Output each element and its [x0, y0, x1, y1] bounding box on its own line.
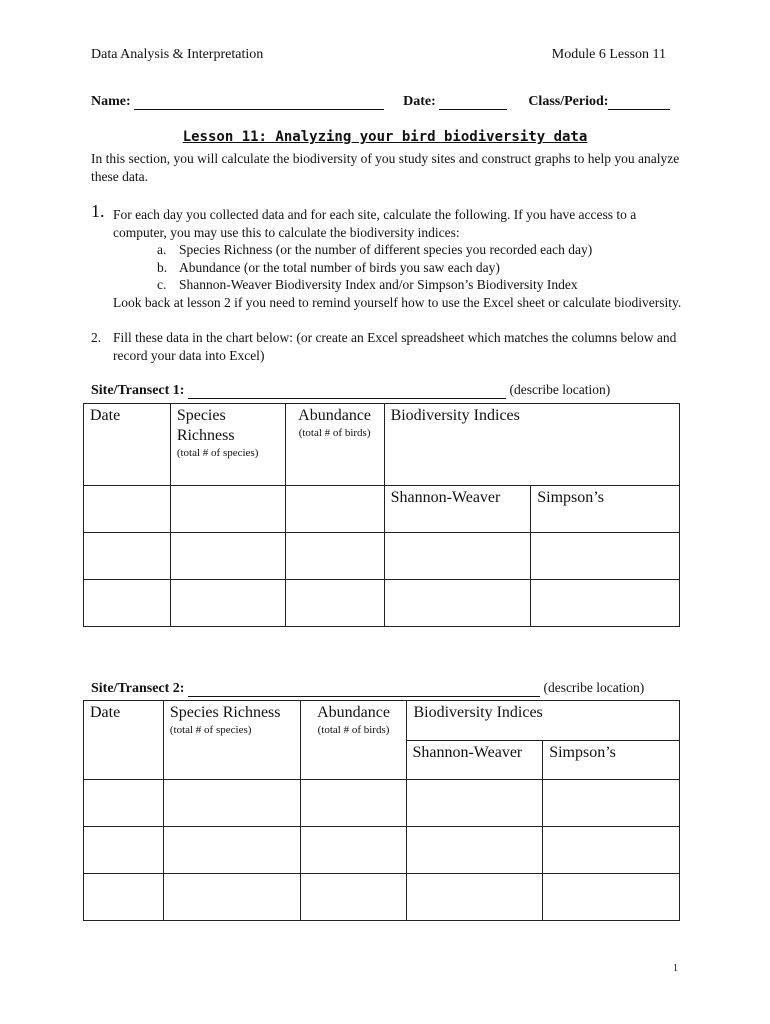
page-number: 1	[673, 963, 678, 974]
table-cell[interactable]	[384, 533, 531, 580]
table-cell[interactable]	[163, 874, 300, 921]
site-1-heading	[91, 382, 610, 399]
name-blank[interactable]	[134, 95, 384, 110]
table-cell[interactable]	[531, 533, 680, 580]
table-cell[interactable]	[84, 580, 171, 627]
header-date: Date	[84, 701, 164, 780]
table-row	[84, 533, 680, 580]
list-item: a. Species Richness (or the number of different species you recorded each day)	[157, 242, 593, 257]
header-module-label: Module 6 Lesson 11	[551, 47, 666, 62]
site-2-label: Site/Transect 2:	[91, 681, 185, 696]
table-cell[interactable]	[84, 780, 164, 827]
header-shannon-weaver: Shannon-Weaver	[384, 486, 531, 533]
table-cell[interactable]	[543, 780, 680, 827]
table-header-row	[84, 404, 680, 486]
instruction-step-1	[91, 201, 686, 311]
table-cell[interactable]	[163, 827, 300, 874]
header-biodiversity-indices: Biodiversity Indices	[407, 701, 680, 741]
table-header-row	[84, 701, 680, 741]
site-1-data-table	[83, 403, 680, 627]
page-title: Lesson 11: Analyzing your bird biodiversity data	[182, 129, 588, 145]
site-2-describe-note: (describe location)	[543, 680, 645, 695]
table-cell[interactable]	[84, 874, 164, 921]
date-label: Date:	[403, 94, 436, 109]
table-cell[interactable]	[543, 874, 680, 921]
header-abundance: Abundance (total # of birds)	[285, 404, 384, 486]
step-2-number: 2.	[91, 330, 102, 345]
step-1-text: For each day you collected data and for each site, calculate the following. If you have access to a computer, you may use this to calculate the biodiversity indices:	[113, 207, 637, 240]
header-course-title: Data Analysis & Interpretation	[91, 47, 264, 62]
intro-paragraph: In this section, you will calculate the biodiversity of you study sites and construct graphs to help you analyze these data.	[91, 151, 680, 184]
table-cell[interactable]	[407, 874, 543, 921]
table-row	[84, 486, 680, 533]
header-species-richness: Species Richness (total # of species)	[170, 404, 285, 486]
table-cell[interactable]	[170, 533, 285, 580]
table-cell[interactable]	[531, 580, 680, 627]
table-cell[interactable]	[84, 827, 164, 874]
site-1-label: Site/Transect 1:	[91, 383, 185, 398]
list-item: b. Abundance (or the total number of birds you saw each day)	[157, 259, 500, 275]
site-2-data-table	[83, 700, 680, 921]
header-simpson: Simpson’s	[531, 486, 680, 533]
table-cell[interactable]	[163, 780, 300, 827]
table-cell[interactable]	[84, 533, 171, 580]
name-label: Name:	[91, 94, 131, 109]
list-item: c. Shannon-Weaver Biodiversity Index and/or Simpson’s Biodiversity Index	[157, 277, 578, 292]
table-cell[interactable]	[285, 580, 384, 627]
table-cell[interactable]	[170, 580, 285, 627]
header-shannon-weaver: Shannon-Weaver	[407, 741, 543, 780]
table-cell[interactable]	[407, 827, 543, 874]
site-2-location-blank[interactable]	[188, 682, 540, 697]
table-row	[84, 780, 680, 827]
header-species-richness: Species Richness (total # of species)	[163, 701, 300, 780]
table-cell[interactable]	[84, 486, 171, 533]
site-1-describe-note: (describe location)	[509, 382, 611, 397]
table-row	[84, 580, 680, 627]
table-cell[interactable]	[543, 827, 680, 874]
table-cell[interactable]	[170, 486, 285, 533]
student-info-fields	[91, 94, 671, 110]
table-cell[interactable]	[285, 486, 384, 533]
step-1-number: 1.	[91, 201, 105, 221]
table-cell[interactable]	[407, 780, 543, 827]
table-cell[interactable]	[300, 874, 407, 921]
step-1-followup: Look back at lesson 2 if you need to remind yourself how to use the Excel sheet or calculate biodiversity.	[113, 294, 682, 310]
indices-list	[153, 241, 686, 294]
site-1-location-blank[interactable]	[188, 384, 506, 399]
table-row	[84, 827, 680, 874]
header-abundance: Abundance (total # of birds)	[300, 701, 407, 780]
table-cell[interactable]	[384, 580, 531, 627]
table-cell[interactable]	[300, 780, 407, 827]
header-date: Date	[84, 404, 171, 486]
table-cell[interactable]	[300, 827, 407, 874]
class-period-blank[interactable]	[608, 95, 670, 110]
class-period-label: Class/Period:	[528, 94, 609, 109]
header-biodiversity-indices: Biodiversity Indices	[384, 404, 679, 486]
step-2-text: Fill these data in the chart below: (or create an Excel spreadsheet which matches the columns below and record your data into Excel)	[113, 330, 677, 363]
table-cell[interactable]	[285, 533, 384, 580]
header-simpson: Simpson’s	[543, 741, 680, 780]
table-row	[84, 874, 680, 921]
site-2-heading	[91, 680, 644, 697]
date-blank[interactable]	[439, 95, 507, 110]
instruction-step-2	[91, 329, 686, 364]
